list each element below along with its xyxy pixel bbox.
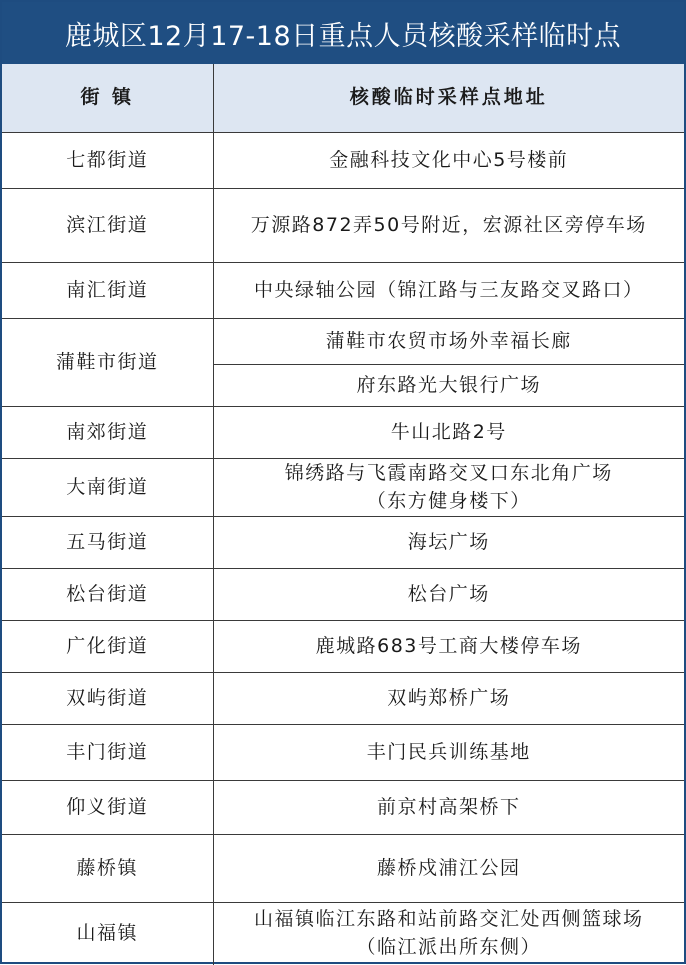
street-cell: 藤桥镇	[2, 835, 213, 903]
table-row	[2, 725, 684, 781]
address-cell	[213, 459, 684, 517]
table-row	[2, 133, 684, 189]
address-line: 山福镇临江东路和站前路交汇处西侧篮球场	[253, 908, 644, 931]
table-row	[2, 835, 684, 903]
address-cell: 府东路光大银行广场	[213, 365, 684, 407]
address-cell: 牛山北路2号	[213, 407, 684, 459]
address-cell: 鹿城路683号工商大楼停车场	[213, 621, 684, 673]
street-cell: 丰门街道	[2, 725, 213, 781]
table-row	[2, 903, 684, 965]
address-column-header: 核酸临时采样点地址	[213, 64, 684, 133]
address-cell: 万源路872弄50号附近，宏源社区旁停车场	[213, 189, 684, 263]
table-row	[2, 517, 684, 569]
address-cell: 蒲鞋市农贸市场外幸福长廊	[213, 319, 684, 365]
street-cell: 广化街道	[2, 621, 213, 673]
table-row	[2, 407, 684, 459]
street-cell: 松台街道	[2, 569, 213, 621]
street-cell: 南郊街道	[2, 407, 213, 459]
address-cell: 金融科技文化中心5号楼前	[213, 133, 684, 189]
table-row	[2, 673, 684, 725]
street-cell: 仰义街道	[2, 781, 213, 835]
table-row	[2, 621, 684, 673]
street-cell: 滨江街道	[2, 189, 213, 263]
table-row	[2, 459, 684, 517]
street-cell: 南汇街道	[2, 263, 213, 319]
page-title: 鹿城区12月17-18日重点人员核酸采样临时点	[2, 2, 684, 64]
street-column-header: 街 镇	[2, 64, 213, 133]
address-cell: 丰门民兵训练基地	[213, 725, 684, 781]
address-note: （东方健身楼下）	[366, 489, 531, 512]
address-line: 锦绣路与飞霞南路交叉口东北角广场	[284, 461, 613, 484]
street-cell: 七都街道	[2, 133, 213, 189]
street-cell: 山福镇	[2, 903, 213, 965]
street-cell: 大南街道	[2, 459, 213, 517]
address-cell: 前京村高架桥下	[213, 781, 684, 835]
address-cell: 中央绿轴公园（锦江路与三友路交叉路口）	[213, 263, 684, 319]
street-cell: 五马街道	[2, 517, 213, 569]
table-row	[2, 569, 684, 621]
address-cell	[213, 903, 684, 965]
address-cell: 海坛广场	[213, 517, 684, 569]
sampling-sites-table	[2, 64, 684, 965]
street-cell: 蒲鞋市街道	[2, 319, 213, 407]
table-row	[2, 189, 684, 263]
street-cell: 双屿街道	[2, 673, 213, 725]
address-cell: 藤桥戍浦江公园	[213, 835, 684, 903]
table-row	[2, 263, 684, 319]
table-row	[2, 319, 684, 365]
address-cell: 松台广场	[213, 569, 684, 621]
table-header-row	[2, 64, 684, 133]
address-note: （临江派出所东侧）	[356, 935, 541, 958]
address-cell: 双屿郑桥广场	[213, 673, 684, 725]
table-row	[2, 781, 684, 835]
